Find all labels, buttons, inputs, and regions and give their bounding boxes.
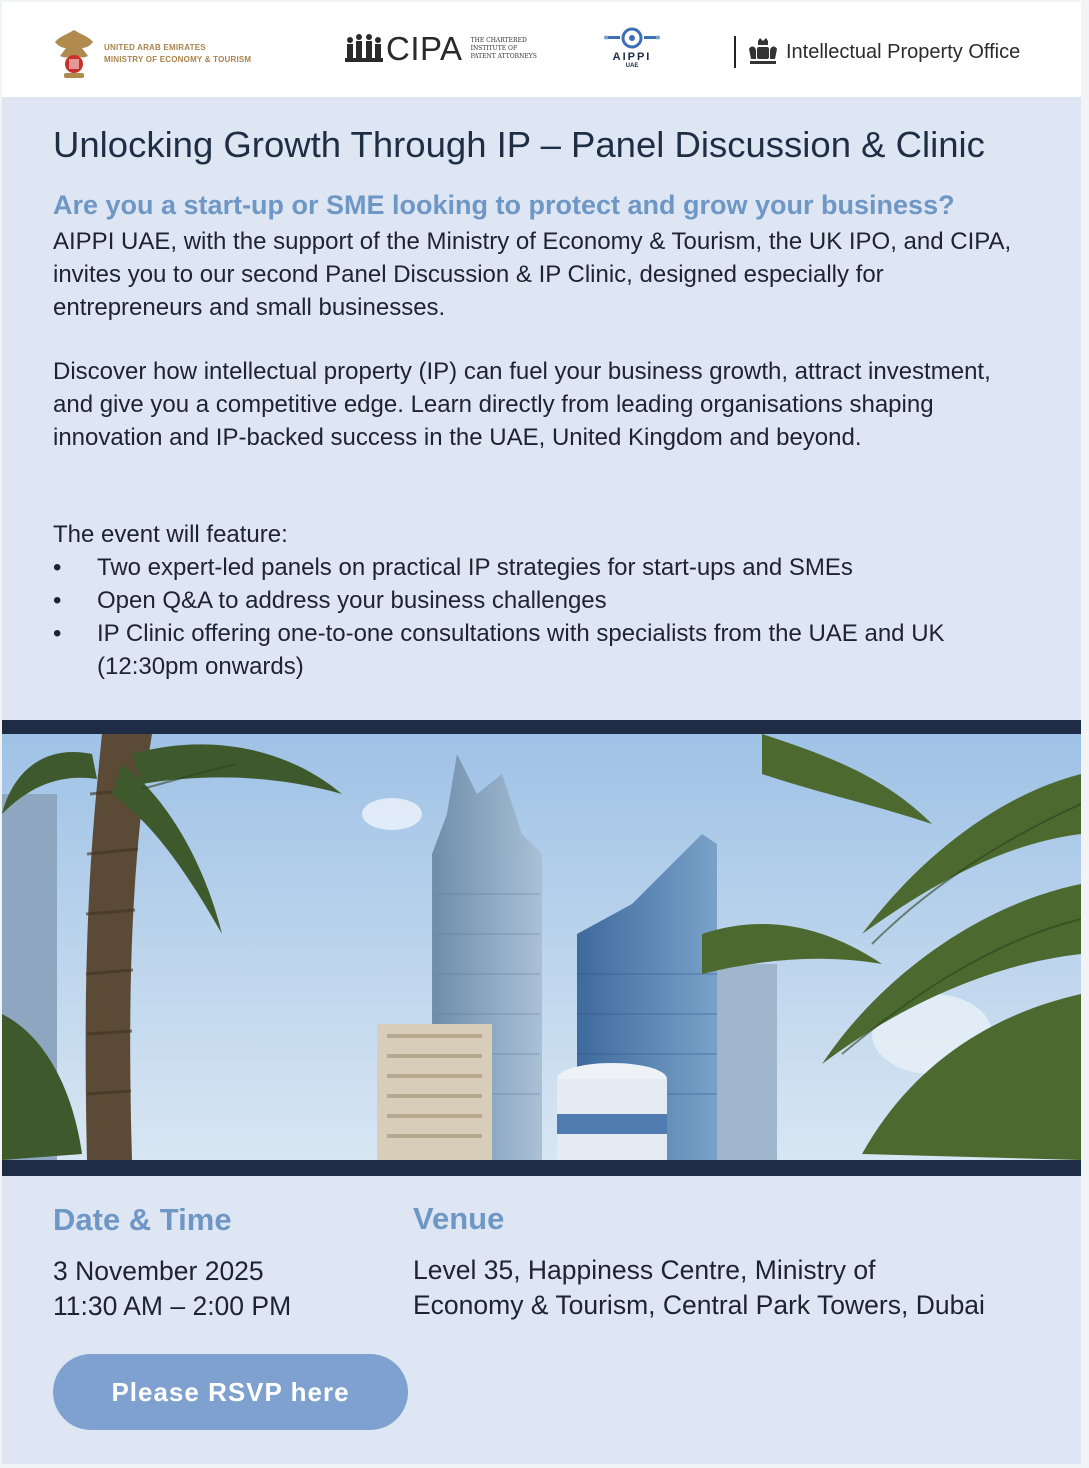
aippi-sub: UAE (625, 63, 639, 69)
venue-line2: Economy & Tourism, Central Park Towers, Dubai (413, 1290, 985, 1320)
logo-bar (2, 2, 1081, 97)
bullet-icon: • (53, 620, 62, 647)
cipa-wordmark: CIPA (386, 30, 463, 67)
rsvp-button[interactable]: Please RSVP here (53, 1354, 408, 1430)
cipa-figures-icon (344, 32, 384, 66)
ipo-logo (734, 36, 1020, 68)
event-date: 3 November 2025 (53, 1256, 264, 1286)
venue-info (413, 1253, 985, 1323)
aippi-uae-logo (602, 26, 662, 69)
event-time: 11:30 AM – 2:00 PM (53, 1291, 292, 1321)
discover-paragraph: Discover how intellectual property (IP) can fuel your business growth, attract investment, and give you a competitive edge. Learn directly from leading organisations shaping innovation and IP-backed success in the UAE, United Kingdom and beyond. (53, 358, 991, 451)
feature-text: Open Q&A to address your business challenges (97, 587, 607, 614)
event-flyer (2, 2, 1081, 1464)
venue-label: Venue (413, 1201, 505, 1236)
dubai-skyline-photo (2, 734, 1081, 1160)
feature-text: Two expert-led panels on practical IP strategies for start-ups and SMEs (97, 554, 853, 581)
subheading: Are you a start-up or SME looking to protect and grow your business? (53, 190, 955, 220)
royal-crest-icon (746, 37, 780, 67)
cipa-sub-line1: THE CHARTERED (470, 37, 527, 44)
feature-intro: The event will feature: (53, 521, 288, 548)
feature-list (53, 551, 1013, 683)
date-time-info (53, 1254, 291, 1324)
ipo-wordmark: Intellectual Property Office (786, 40, 1021, 63)
page-title: Unlocking Growth Through IP – Panel Discussion & Clinic (53, 124, 985, 165)
aippi-circuit-icon (602, 26, 662, 50)
photo-band (2, 720, 1081, 1176)
feature-text: IP Clinic offering one-to-one consultations with specialists from the UAE and UK (12:30pm onwards) (97, 620, 945, 680)
intro-paragraph: AIPPI UAE, with the support of the Ministry of Economy & Tourism, the UK IPO, and CIPA, invites you to our second Panel Discussion & IP Clinic, designed especially for entrepreneurs and small businesses. (53, 228, 1012, 321)
ipo-divider (734, 36, 736, 68)
venue-line1: Level 35, Happiness Centre, Ministry of (413, 1255, 876, 1285)
date-time-label: Date & Time (53, 1202, 232, 1237)
list-item (53, 617, 1013, 683)
list-item (53, 584, 1013, 617)
list-item (53, 551, 1013, 584)
falcon-emblem-icon (52, 28, 96, 80)
uae-logo-line1: UNITED ARAB EMIRATES (104, 43, 206, 52)
bullet-icon: • (53, 554, 62, 581)
cipa-sub-line2: INSTITUTE OF (470, 45, 518, 52)
cipa-sub-line3: PATENT ATTORNEYS (470, 53, 537, 60)
aippi-wordmark: AIPPI (612, 51, 652, 63)
uae-logo-line2: MINISTRY OF ECONOMY & TOURISM (104, 55, 252, 64)
uae-ministry-logo (52, 28, 251, 80)
bullet-icon: • (53, 587, 62, 614)
cipa-logo (344, 30, 537, 68)
